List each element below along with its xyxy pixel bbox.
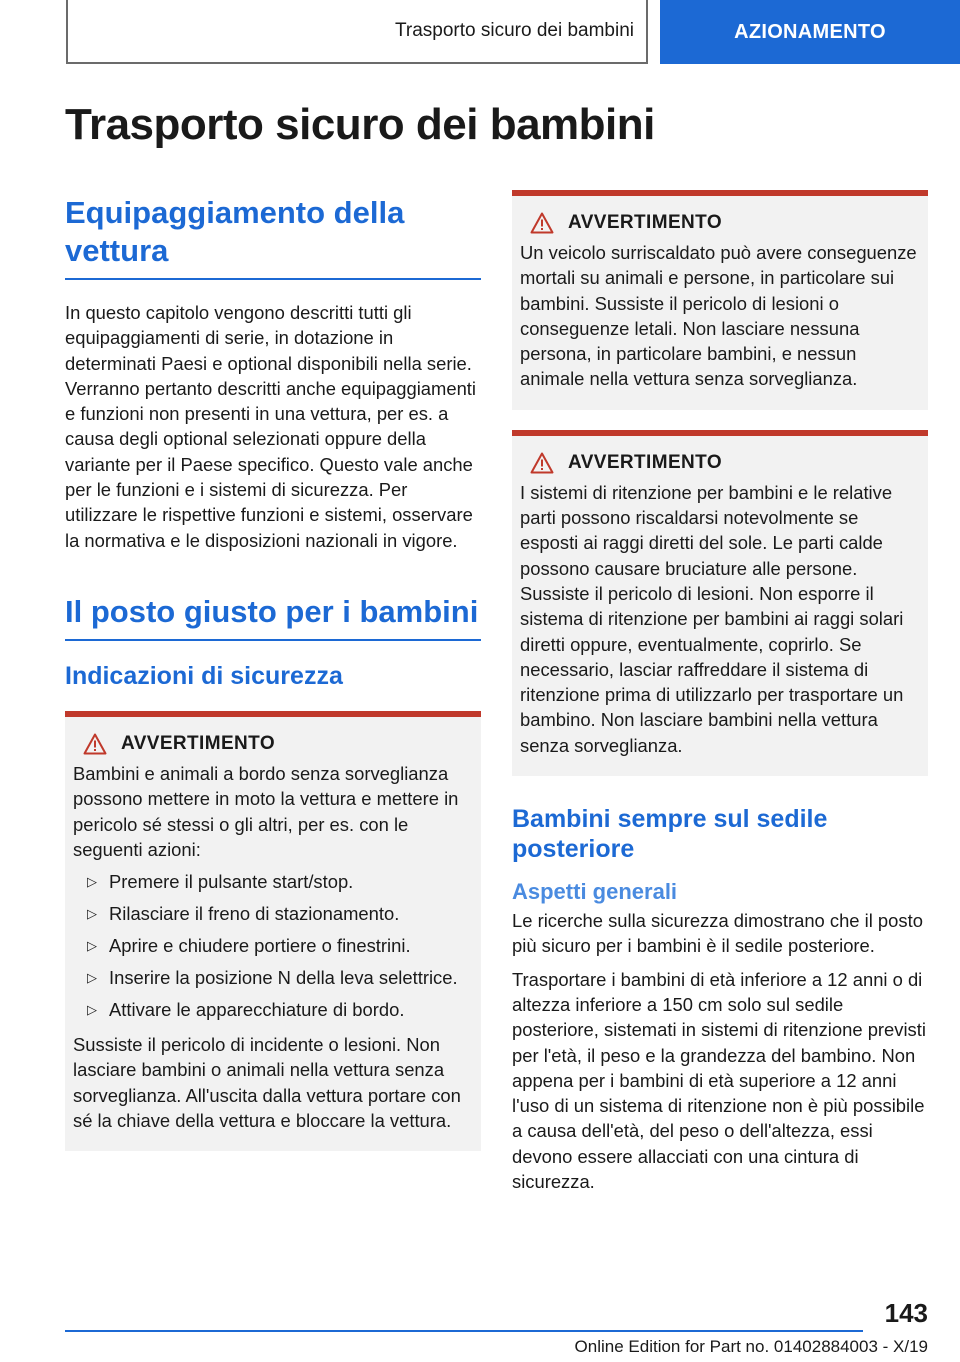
warning-box-overheated xyxy=(512,190,928,410)
header-section-label: AZIONAMENTO xyxy=(734,20,886,43)
page-title: Trasporto sicuro dei bambini xyxy=(65,100,655,149)
footer-divider xyxy=(65,1330,863,1332)
warning-body: Un veicolo surriscaldato può avere conseguenze mortali su animali e persone, in particolare sui bambini. Sussiste il pericolo di lesioni o conseguenze letali. Non lasciare nessuna persona, in particolare bambini, e nessun animale nella vettura senza sorveglianza. xyxy=(520,242,917,390)
header-chapter-label: Trasporto sicuro dei bambini xyxy=(394,20,634,41)
list-item: ▷ Inserire la posizione N della leva selettrice. xyxy=(73,962,473,994)
list-item: ▷ Premere il pulsante start/stop. xyxy=(73,866,473,898)
right-column xyxy=(512,190,928,1194)
warning-title: AVVERTIMENTO xyxy=(121,732,275,754)
warning-box-unattended xyxy=(65,711,481,1151)
header-chapter-tab xyxy=(66,0,648,64)
triangle-right-icon: ▷ xyxy=(87,874,97,890)
warning-header xyxy=(73,733,473,755)
warning-action-list xyxy=(73,866,473,1026)
list-item: ▷ Rilasciare il freno di stazionamento. xyxy=(73,898,473,930)
warning-body: I sistemi di ritenzione per bambini e le relative parti possono riscaldarsi notevolmente se esposti ai raggi diretti del sole. Le parti calde possono causare bruciature alle persone. Sussiste il pericolo di lesioni. Non esporre il sistema di ritenzione per bambini ai raggi solari diretti oppure, eventualmente, coprirlo. Se necessario, lasciar raffreddare il sistema di ritenzione prima di utilizzarlo per trasportare un bambino. Non lasciare bambini nella vettura senza sorveglianza. xyxy=(520,481,904,756)
warning-outro: Sussiste il pericolo di incidente o lesioni. Non lasciare bambini o animali nella vettura senza sorveglianza. All'uscita dalla vettura portare con sé la chiave della vettura e bloccare la vettura. xyxy=(73,1034,461,1132)
list-item: ▷ Aprire e chiudere portiere o finestrini. xyxy=(73,930,473,962)
heading-right-place: Il posto giusto per i bambini xyxy=(65,593,481,641)
paragraph-rear-seat-1: Le ricerche sulla sicurezza dimostrano che il posto più sicuro per i bambini è il sedile posteriore. xyxy=(512,910,923,957)
header-section-tab[interactable] xyxy=(660,0,960,64)
triangle-right-icon: ▷ xyxy=(87,906,97,922)
triangle-right-icon: ▷ xyxy=(87,970,97,986)
footer-edition: Online Edition for Part no. 01402884003 - X/19 xyxy=(574,1337,928,1356)
paragraph-rear-seat-2: Trasportare i bambini di età inferiore a 12 anni o di altezza inferiore a 150 cm solo sul sedile posteriore, sistemati in sistemi di ritenzione previsti per l'età, il peso e la grandezza del bambino. Non appena per i bambini di età superiore a 12 anni l'uso di un sistema di ritenzione non è più possibile a causa dell'età, del peso o dell'altezza, essi devono essere allacciati con una cintura di sicurezza. xyxy=(512,968,926,1193)
triangle-right-icon: ▷ xyxy=(87,938,97,954)
left-column xyxy=(65,190,481,1151)
heading-rear-seat: Bambini sempre sul sedile posteriore xyxy=(512,805,828,864)
warning-triangle-icon xyxy=(530,452,554,474)
warning-title: AVVERTIMENTO xyxy=(568,212,722,233)
triangle-right-icon: ▷ xyxy=(87,1002,97,1018)
warning-body xyxy=(73,761,473,1133)
warning-header xyxy=(520,452,920,474)
heading-general: Aspetti generali xyxy=(512,879,678,905)
warning-triangle-icon xyxy=(83,733,107,755)
heading-safety-notes: Indicazioni di sicurezza xyxy=(65,661,343,690)
warning-title: AVVERTIMENTO xyxy=(568,451,722,473)
warning-intro: Bambini e animali a bordo senza sorveglianza possono mettere in moto la vettura e mettere in pericolo sé stessi o gli altri, per es. con le seguenti azioni: xyxy=(73,762,459,860)
heading-equipment: Equipaggiamento della vettura xyxy=(65,194,481,280)
page-number: 143 xyxy=(884,1298,928,1328)
warning-box-hot-parts xyxy=(512,430,928,776)
warning-triangle-icon xyxy=(530,212,554,234)
list-item: ▷ Attivare le apparecchiature di bordo. xyxy=(73,994,473,1026)
warning-header xyxy=(520,212,920,234)
paragraph-equipment: In questo capitolo vengono descritti tutti gli equipaggiamenti di serie, in dotazione in determinati Paesi e optional disponibili nella serie. Verranno pertanto descritti anche equipaggiamenti e funzioni non presenti in una vettura, per es. a causa degli optional selezionati oppure della variante per il Paese specifico. Questo vale anche per le funzioni e i sistemi di sicurezza. Per utilizzare le rispettive funzioni e sistemi, osservare la normativa e le disposizioni nazionali in vigore. xyxy=(65,302,476,551)
